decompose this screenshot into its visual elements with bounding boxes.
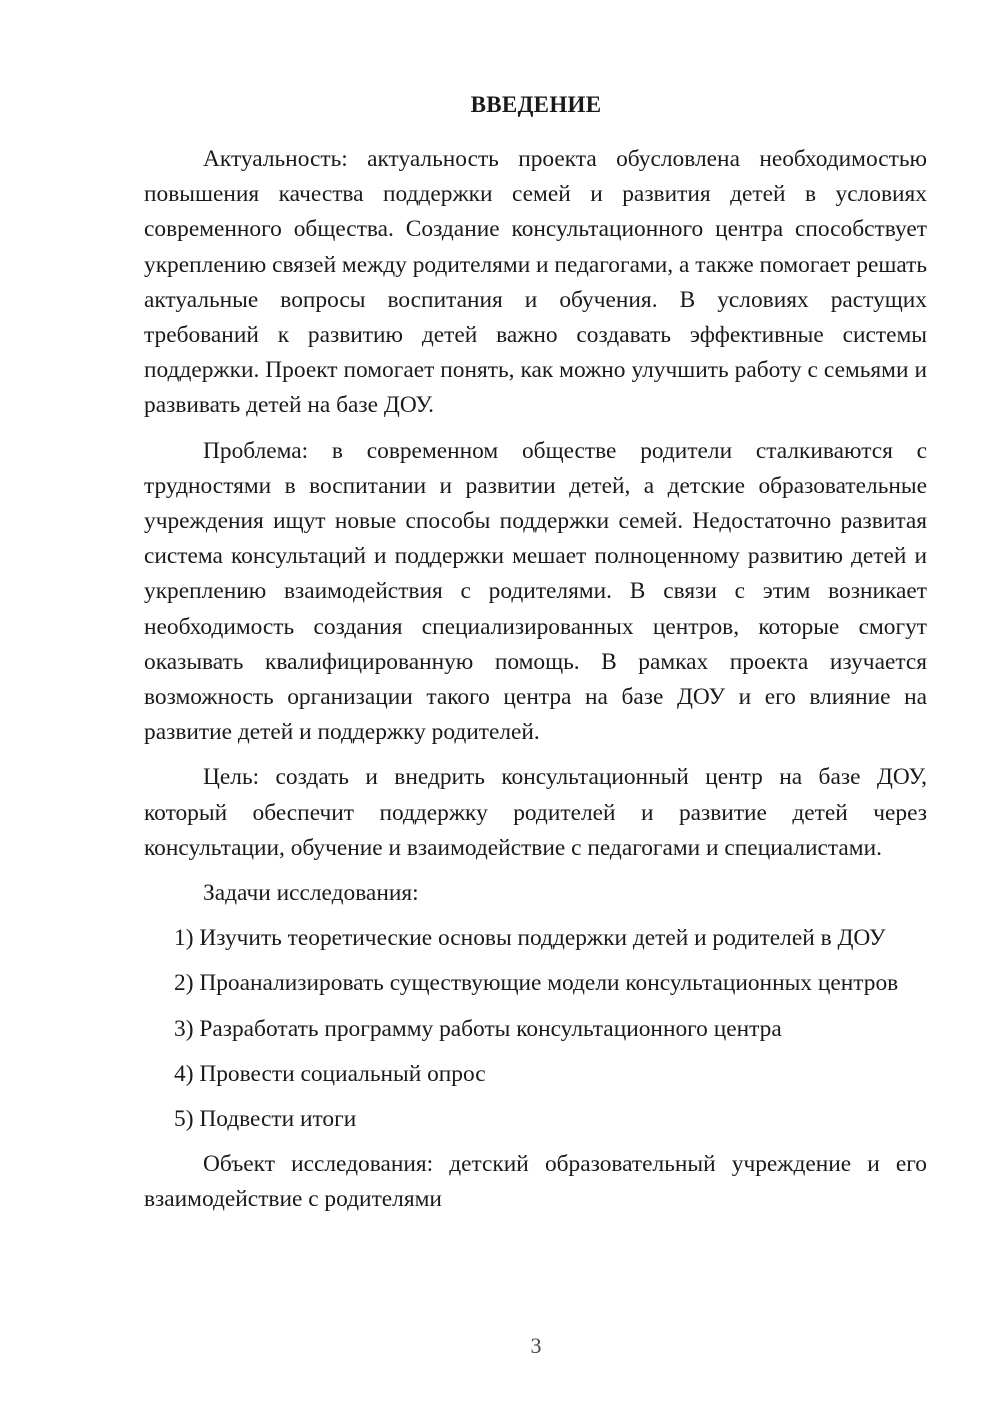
paragraph-relevance: Актуальность: актуальность проекта обусловлена необходимостью повышения качества поддержки семей и развития детей в условиях современного общества. Создание консультационного центра способствует укреплению связей между родителями и педагогами, а также помогает решать актуальные вопросы воспитания и обучения. В условиях растущих требований к развитию детей важно создавать эффективные системы поддержки. Проект помогает понять, как можно улучшить работу с семьями и развивать детей на базе ДОУ. xyxy=(144,146,928,419)
task-item: 4) Провести социальный опрос xyxy=(174,1060,486,1087)
page-number: 3 xyxy=(530,1333,542,1358)
paragraph-problem: Проблема: в современном обществе родители сталкиваются с трудностями в воспитании и развитии детей, а детские образовательные учреждения ищут новые способы поддержки семей. Недостаточно развитая система консультаций и поддержки мешает полноценному развитию детей и укреплению взаимодействия с родителями. В связи с этим возникает необходимость создания специализированных центров, которые смогут оказывать квалифицированную помощь. В рамках проекта изучается возможность организации такого центра на базе ДОУ и его влияние на развитие детей и поддержку родителей. xyxy=(144,437,927,746)
body-text xyxy=(144,142,927,1218)
page-heading: ВВЕДЕНИЕ xyxy=(470,92,602,117)
task-item: 1) Изучить теоретические основы поддержки детей и родителей в ДОУ xyxy=(174,925,886,952)
paragraph-goal: Цель: создать и внедрить консультационный центр на базе ДОУ, который обеспечит поддержку родителей и развитие детей через консультации, обучение и взаимодействие с педагогами и специалистами. xyxy=(144,764,927,861)
task-item: 2) Проанализировать существующие модели консультационных центров xyxy=(174,970,899,997)
paragraph-object: Объект исследования: детский образовательный учреждение и его взаимодействие с родителями xyxy=(144,1151,927,1213)
task-item: 3) Разработать программу работы консультационного центра xyxy=(174,1015,782,1042)
paragraph-tasks-heading: Задачи исследования: xyxy=(203,880,419,907)
task-item: 5) Подвести итоги xyxy=(174,1106,357,1133)
